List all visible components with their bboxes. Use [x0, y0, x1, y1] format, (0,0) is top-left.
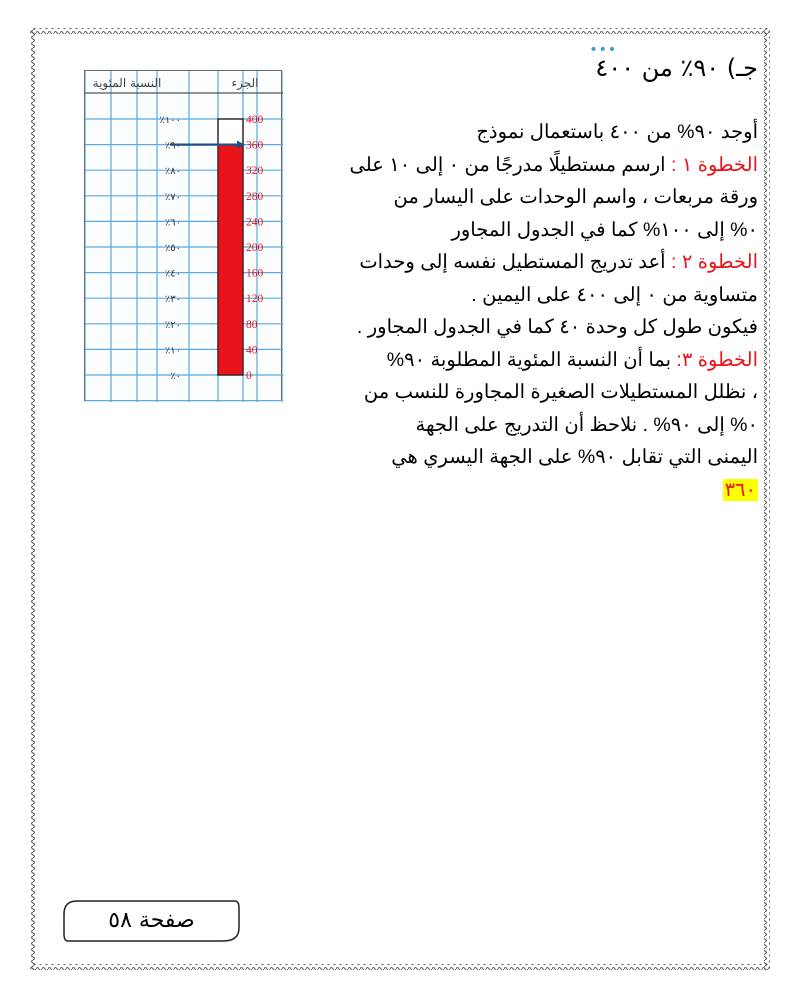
percent-label: ٪٨٠ — [164, 166, 181, 178]
title-text: جـ) ٩٠٪ من ٤٠٠ — [595, 54, 758, 82]
text-segment: ٠% إلى ١٠٠% كما في الجدول المجاور — [451, 218, 758, 241]
text-segment: بما أن النسبة المئوية المطلوبة ٩٠% — [386, 348, 672, 371]
text-line — [308, 311, 758, 344]
header-percent: النسبة المئوية — [92, 76, 162, 90]
part-label: 320 — [246, 165, 264, 178]
shaded-bar — [218, 145, 243, 375]
answer-highlight: ٣٦٠ — [724, 478, 756, 501]
part-label: 400 — [246, 114, 264, 126]
text-line — [308, 214, 758, 247]
page-number: صفحة ٥٨ — [108, 908, 195, 933]
part-label: 0 — [246, 370, 252, 382]
text-segment: ارسم مستطيلًا مدرجًا من ٠ إلى ١٠ على — [349, 153, 666, 176]
text-line — [308, 376, 758, 409]
part-label: 200 — [246, 242, 264, 254]
page-number-label — [63, 898, 240, 944]
step-label: الخطوة ٣: — [671, 348, 758, 371]
text-segment: أوجد ٩٠% من ٤٠٠ باستعمال نموذج — [476, 121, 758, 143]
step-label: الخطوة ١ : — [665, 153, 758, 176]
text-line — [308, 149, 758, 182]
text-line — [308, 116, 758, 149]
percent-label: ٪٦٠ — [164, 217, 181, 229]
text-segment: ورقة مربعات ، واسم الوحدات على اليسار من — [393, 186, 758, 208]
part-label: 40 — [246, 344, 258, 357]
percent-label: ٪٠ — [170, 371, 181, 382]
percent-label: ٪٧٠ — [164, 191, 181, 203]
text-line — [308, 441, 758, 474]
percent-label: ٪٩٠ — [164, 140, 181, 152]
text-segment: فيكون طول كل وحدة ٤٠ كما في الجدول المجاور . — [356, 316, 758, 338]
text-line — [308, 181, 758, 214]
text-segment: اليمنى التي تقابل ٩٠% على الجهة اليسري هي — [391, 446, 758, 468]
percent-label: ٪٤٠ — [164, 268, 181, 280]
header-part: الجزء — [231, 76, 259, 90]
solution-text — [308, 116, 758, 506]
part-label: 80 — [246, 318, 258, 331]
percent-bar-model — [84, 70, 282, 401]
part-label: 160 — [246, 267, 264, 280]
step-label: الخطوة ٢ : — [665, 251, 758, 273]
percent-label: ٪٥٠ — [164, 243, 181, 254]
part-label: 120 — [246, 293, 264, 306]
text-line — [308, 344, 758, 377]
text-segment: ، نظلل المستطيلات الصغيرة المجاورة للنسب من — [363, 381, 758, 403]
percent-label: ٪١٠ — [164, 345, 181, 357]
percent-label: ٪٢٠ — [164, 319, 181, 331]
text-line — [308, 474, 758, 507]
text-line — [308, 409, 758, 442]
title-dots: ••• — [589, 42, 618, 58]
text-segment: ٠% إلى ٩٠% . نلاحظ أن التدريج على الجهة — [415, 413, 758, 436]
text-segment: أعد تدريج المستطيل نفسه إلى وحدات — [359, 251, 666, 273]
text-segment: متساوية من ٠ إلى ٤٠٠ على اليمين . — [471, 283, 758, 306]
problem-title — [589, 42, 758, 82]
text-line — [308, 279, 758, 312]
text-line — [308, 246, 758, 279]
part-label: 280 — [246, 190, 264, 203]
part-label: 240 — [246, 216, 264, 229]
percent-label: ٪١٠٠ — [159, 115, 181, 126]
percent-label: ٪٣٠ — [164, 294, 181, 306]
part-label: 360 — [246, 139, 264, 152]
